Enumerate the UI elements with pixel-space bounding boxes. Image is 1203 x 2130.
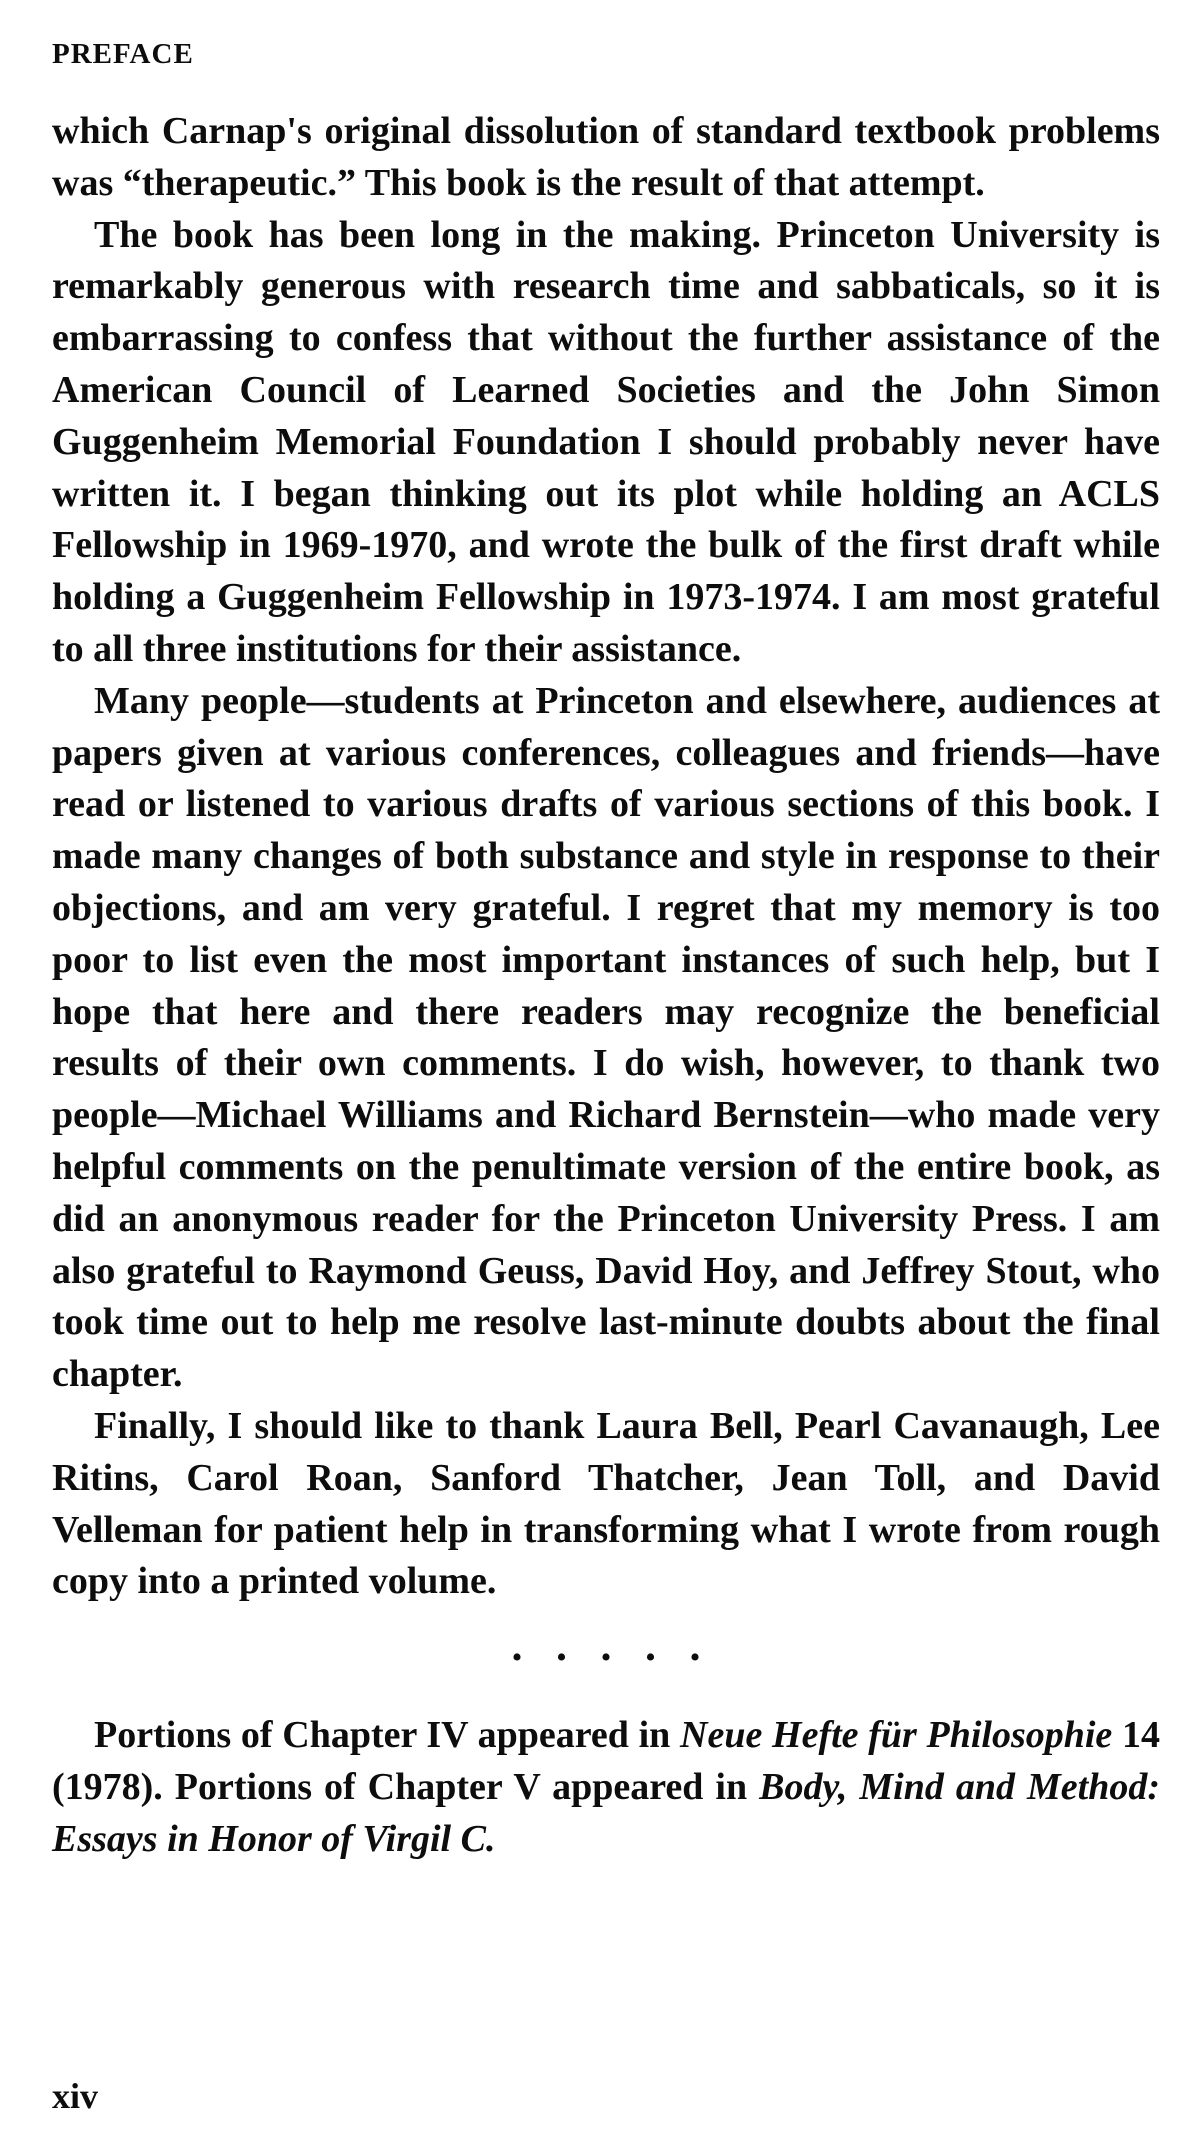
book-title: Body, Mind and Method: Essays in Honor of Virgil C. bbox=[52, 1765, 1160, 1860]
pub-text-2: 14 (1978). Portions of Chapter V appeared in bbox=[52, 1714, 1161, 1808]
running-head: PREFACE bbox=[52, 38, 194, 70]
page-number: xiv bbox=[52, 2076, 99, 2116]
section-ornament: ••••• bbox=[511, 1641, 735, 1675]
paragraph-acknowledgments: Many people—students at Princeton and elsewhere, audiences at papers given at various conferences, colleagues and friends—have read or listened to various drafts of various sections of this book. I made many changes of both substance and style in response to their objections, and am very grateful. I regret that my memory is too poor to list even the most important instances of such help, but I hope that here and there readers may recognize the beneficial results of their own comments. I do wish, however, to thank two people—Michael Williams and Richard Bernstein—who made very helpful comments on the penultimate version of the entire book, as did an anonymous reader for the Princeton University Press. I am also grateful to Raymond Geuss, David Hoy, and Jeffrey Stout, who took time out to help me resolve last-minute doubts about the final chapter. bbox=[52, 679, 1160, 1396]
page-body bbox=[52, 34, 1160, 1866]
journal-title: Neue Hefte für Philosophie bbox=[680, 1714, 1113, 1757]
pub-text-1: Portions of Chapter IV appeared in bbox=[94, 1714, 681, 1757]
paragraph-thanks-staff: Finally, I should like to thank Laura Bell, Pearl Cavanaugh, Lee Ritins, Carol Roan, Sanford Thatcher, Jean Toll, and David Velleman for patient help in transforming what I wrote from rough copy into a printed volume. bbox=[52, 1404, 1160, 1603]
paragraph-publication-notes bbox=[52, 1710, 1160, 1865]
paragraph-funding: The book has been long in the making. Princeton University is remarkably generous with research time and sabbaticals, so it is embarrassing to confess that without the further assistance of the American Council of Learned Societies and the John Simon Guggenheim Memorial Foundation I should probably never have written it. I began thinking out its plot while holding an ACLS Fellowship in 1969-1970, and wrote the bulk of the first draft while holding a Guggenheim Fellowship in 1973-1974. I am most grateful to all three institutions for their assistance. bbox=[52, 213, 1160, 670]
paragraph-continuation: which Carnap's original dissolution of standard textbook problems was “therapeutic.” This book is the result of that attempt. bbox=[52, 110, 1160, 204]
